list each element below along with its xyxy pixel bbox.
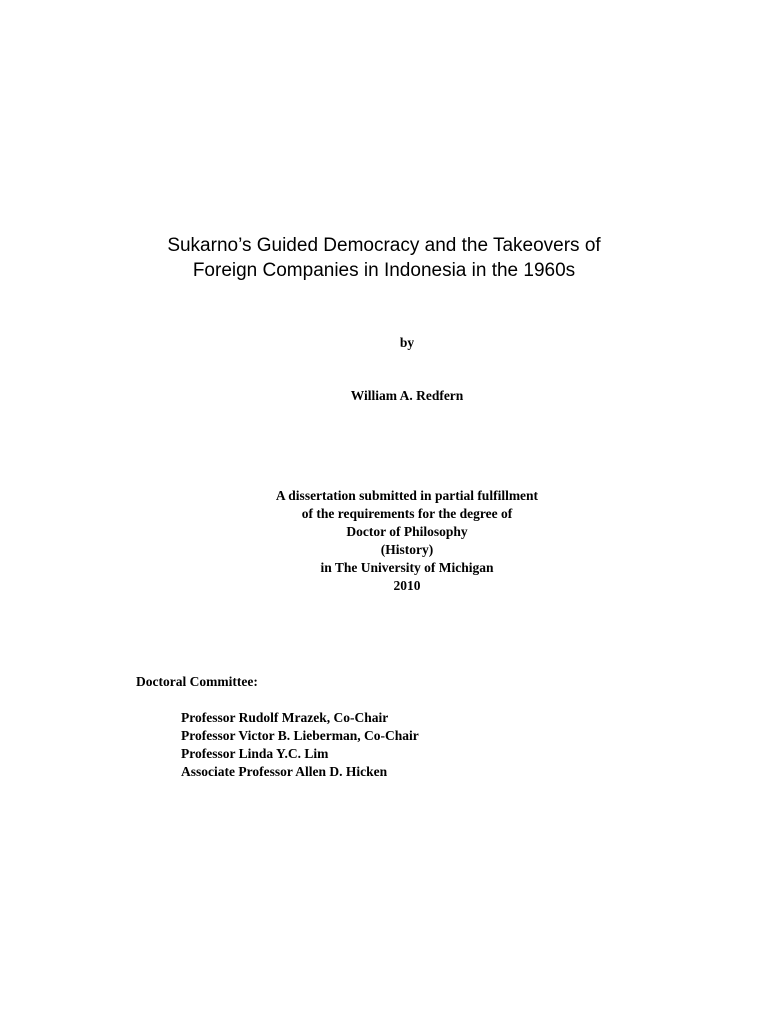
statement-line: in The University of Michigan: [320, 560, 494, 575]
title-line: Sukarno’s Guided Democracy and the Takeovers of: [167, 235, 601, 256]
degree-statement: [0, 487, 768, 595]
statement-line: A dissertation submitted in partial fulfillment: [275, 488, 539, 503]
committee-list: [181, 709, 419, 781]
statement-line: 2010: [393, 578, 421, 593]
committee-member: Professor Victor B. Lieberman, Co-Chair: [181, 728, 419, 743]
dissertation-title: [0, 233, 768, 283]
committee-member: Associate Professor Allen D. Hicken: [181, 764, 388, 779]
title-line: Foreign Companies in Indonesia in the 1960s: [192, 260, 576, 281]
committee-member: Professor Rudolf Mrazek, Co-Chair: [181, 710, 389, 725]
author-name: William A. Redfern: [350, 388, 464, 403]
committee-heading: Doctoral Committee:: [136, 674, 258, 689]
by-line: by: [399, 335, 415, 350]
committee-member: Professor Linda Y.C. Lim: [181, 746, 329, 761]
statement-line: of the requirements for the degree of: [301, 506, 513, 521]
statement-line: Doctor of Philosophy: [346, 524, 468, 539]
statement-line: (History): [380, 542, 434, 557]
